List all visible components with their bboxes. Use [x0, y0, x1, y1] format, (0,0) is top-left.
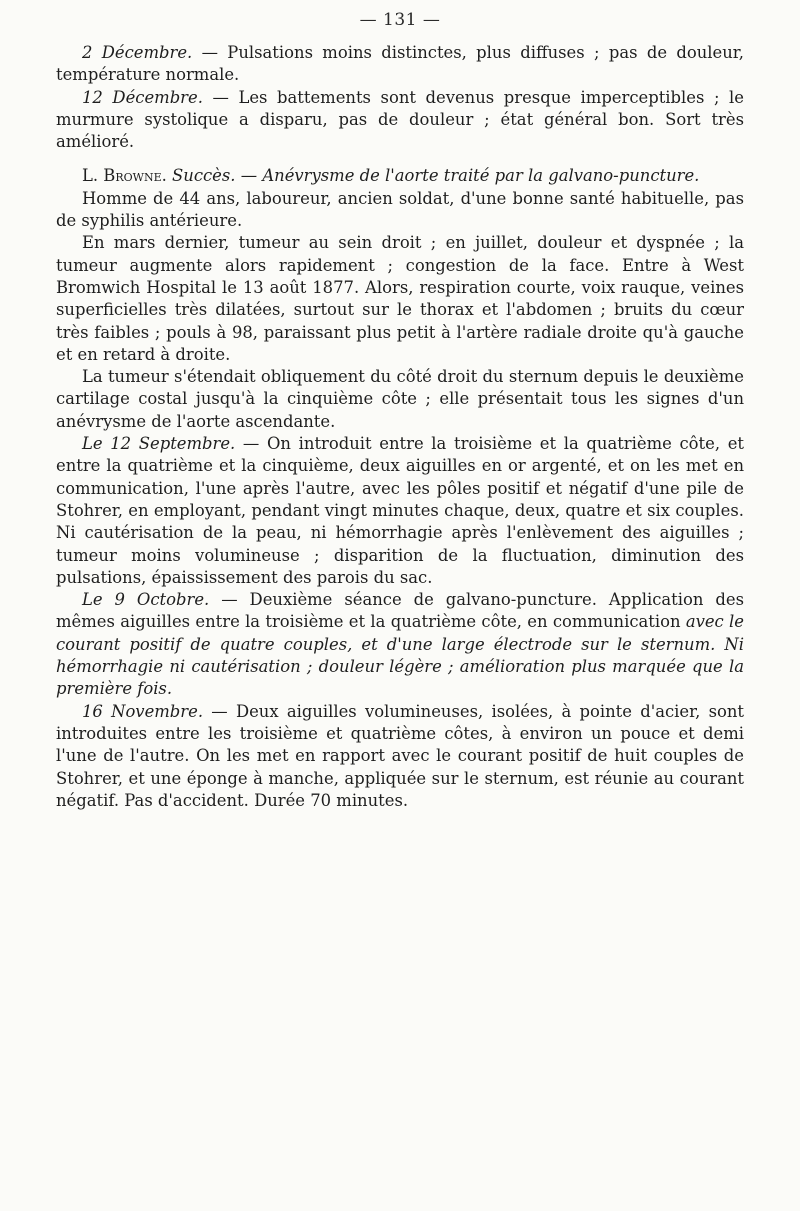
entry-date: 12 Décembre. [82, 87, 203, 107]
entry-text: — On introduit entre la troisième et la quatrième côte, et entre la quatrième et la cinquième, deux aiguilles en or argenté, et on les met en communication, l'une après l'autre, avec les pôles positif et négatif d'une pile de Stohrer, en employant, pendant vingt minutes chaque, deux, quatre et six couples. Ni cautérisation de la peau, ni hémorrhagie après l'enlèvement des aiguilles ; tumeur moins volumineuse ; disparition de la fluctuation, diminution des pulsations, épaississement des parois du sac. [56, 434, 744, 587]
entry-date: 16 Novembre. [82, 701, 204, 721]
paragraph-12-decembre [56, 87, 744, 154]
entry-text: La tumeur s'étendait obliquement du côté droit du sternum depuis le deuxième cartilage costal jusqu'à la cinquième côte ; elle présentait tous les signes d'un anévrysme de l'aorte ascendante. [56, 367, 744, 431]
page-number: — 131 — [359, 10, 441, 30]
case-title: Succès. — Anévrysme de l'aorte traité par la galvano-puncture. [166, 166, 700, 186]
paragraph-16-novembre [56, 701, 744, 812]
paragraph-history [56, 232, 744, 366]
entry-italic-text: avec le courant positif de quatre couples, et d'une large électrode sur le sternum. Ni hémorrhagie ni cautérisation ; douleur légère ; amélioration plus marquée que la première fois. [56, 612, 744, 699]
entry-date: Le 9 Octobre. [82, 590, 210, 610]
entry-date: 2 Décembre. [82, 43, 193, 62]
entry-date: Le 12 Septembre. [82, 434, 236, 454]
entry-text: — Deux aiguilles volumineuses, isolées, à pointe d'acier, sont introduites entre les troisième et quatrième côtes, à environ un pouce et demi l'une de l'autre. On les met en rapport avec le courant positif de huit couples de Stohrer, et une éponge à manche, appliquée sur le sternum, est réunie au courant négatif. Pas d'accident. Durée 70 minutes. [56, 701, 744, 810]
entry-text: Homme de 44 ans, laboureur, ancien soldat, d'une bonne santé habituelle, pas de syphilis antérieure. [56, 188, 744, 231]
paragraph-9-octobre [56, 589, 744, 700]
paragraph-tumeur [56, 366, 744, 433]
case-author: L. Browne. [82, 166, 167, 186]
case-heading [56, 165, 744, 187]
paragraph-patient [56, 188, 744, 233]
paragraph-2-decembre [56, 42, 744, 87]
entry-text: — Deuxième séance de galvano-puncture. Application des mêmes aiguilles entre la troisième et la quatrième côte, en communication [56, 590, 744, 632]
entry-text: — Les battements sont devenus presque imperceptibles ; le murmure systolique a disparu, pas de douleur ; état général bon. Sort très amélioré. [56, 87, 744, 152]
entry-text: — Pulsations moins distinctes, plus diffuses ; pas de douleur, température normale. [56, 43, 745, 85]
entry-text: En mars dernier, tumeur au sein droit ; en juillet, douleur et dyspnée ; la tumeur augmente alors rapidement ; congestion de la face. Entre à West Bromwich Hospital le 13 août 1877. Alors, respiration courte, voix rauque, veines superficielles très dilatées, surtout sur le thorax et l'abdomen ; bruits du cœur très faibles ; pouls à 98, paraissant plus petit à l'artère radiale droite qu'à gauche et en retard à droite. [56, 233, 744, 364]
paragraph-12-septembre [56, 433, 744, 589]
page-body [56, 42, 744, 812]
